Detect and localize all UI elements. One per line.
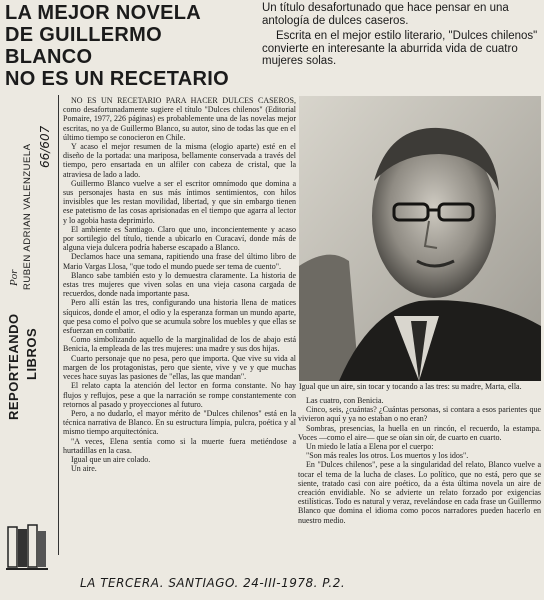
paragraph: El relato capta la atención del lector en forma constante. No hay flujos y reflujos, pese a que la narración se rompe constantemente con retornos al pasado y proyecciones al futuro. (63, 381, 296, 409)
photo-caption: Igual que un aire, sin tocar y tocando a las tres: su madre, Marta, ella. (299, 382, 522, 391)
section-reporteando: REPORTEANDO (6, 313, 21, 420)
handwritten-code: 66/607 (38, 125, 52, 168)
paragraph: Blanco sabe también esto y lo demuestra claramente. La historia de estas tres mujeres que viven solas en una vieja casona cargada de recuerdos, donde nada importante pasa. (63, 270, 296, 299)
paragraph: "Son más reales los otros. Los muertos y los idos". (306, 451, 469, 461)
paragraph: NO ES UN RECETARIO PARA HACER DULCES CASEROS, como desafortunadamente sugiere el título "Dulces chilenos" (Editorial Pomaire, 1977, 226 páginas) es probablemente una de las novelas mejor escritas, no ya de Guillermo Blanco, su autor, sino de todas las que en el último tiempo se conocieron en Chile. (63, 96, 296, 142)
paragraph: Pero, a no dudarlo, el mayor mérito de "Dulces chilenos" está en la técnica narrativa de Blanco. En su estructura límpia, pulcra, poética y al mismo tiempo arquitectónica. (63, 408, 296, 437)
headline-line: DE GUILLERMO BLANCO (5, 24, 162, 68)
headline-line: NO ES UN RECETARIO (5, 68, 229, 90)
byline-por: Por (8, 269, 20, 286)
subheadline-1: Un título desafortunado que hace pensar en una antología de dulces caseros. (262, 2, 509, 27)
paragraph: Un miedo le latía a Elena por el cuerpo: (306, 442, 434, 452)
sidebar (2, 90, 60, 585)
subheadline (262, 2, 542, 71)
paragraph: Las cuatro, con Benicia. (306, 396, 384, 405)
author-photo (299, 96, 541, 381)
paragraph: En "Dulces chilenos", pese a la singularidad del relato, Blanco vuelve a tocar el tema de la lucha de clases. Lo político, que no está, pero que se siente, tratado casi con aire poético, da a ésta última novela un aire de creación envidiable. No se advierte un relato forzado por exigencias estilísticas. Todo es natural y veraz, revelándose en cada frase un Guillermo Blanco que domina el idioma como pocos narradores pueden hacerlo en nuestro medio. (298, 460, 541, 525)
article-column-1 (63, 96, 296, 473)
paragraph: Un aire. (71, 464, 97, 474)
section-libros: LIBROS (24, 327, 39, 380)
headline-line: LA MEJOR NOVELA (5, 2, 201, 24)
subheadline-2: Escrita en el mejor estilo literario, "Dulces chilenos" convierte en interesante la aburrida vida de cuatro mujeres solas. (262, 30, 538, 67)
paragraph: Y acaso el mejor resumen de la misma (elogio aparte) esté en el diseño de la portada: una mariposa, bellamente conservada a través del tiempo, pero ensartada en un alfiler con cabeza de cristal, que la atraviesa de lado a lado. (63, 142, 296, 179)
paragraph: Como simbolizando aquello de la marginalidad de los de abajo está Benicia, la empleada de las tres mujeres: una madre y sus dos hijas. (63, 335, 296, 354)
paragraph: Igual que un aire colado. (71, 454, 151, 464)
paragraph: Declamos hace una semana, rapitiendo una frase del último libro de Mario Vargas Llosa, "que todo el mundo puede ser tema de cuento". (63, 252, 296, 271)
paragraph: Cinco, seis, ¿cuántas? ¿Cuántas personas, si contara a esos parientes que vivieron aquí y ya no estaban o no eran? (298, 405, 541, 424)
paragraph: El ambiente es Santiago. Claro que uno, inconcientemente y acaso por sortilegio del título, tiende a ubicarlo en Curacaví, donde más de alguna vieja dulcera podría haberse escapado a Blanco. (63, 224, 296, 253)
paragraph: Cuarto personaje que no pesa, pero que importa. Que vive su vida al margen de los protagonistas, pero que siente, vive y ve y que muchas veces hace suyas las pasiones de "ellas, las que mandan". (63, 353, 296, 382)
paragraph: Sombras, presencias, la huella en un rincón, el recuerdo, la estampa. Voces —como el aire— que se oían sin oír, de cuarto en cuarto. (298, 423, 541, 442)
source-note: LA TERCERA. SANTIAGO. 24-III-1978. P.2. (80, 576, 346, 590)
books-logo-icon (6, 523, 48, 573)
headline (5, 2, 255, 90)
paragraph: Pero allí están las tres, configurando una historia llena de matices síquicos, donde el amor, el odio y la esperanza forman un mundo aparte, que pesa como el polvo que se acumula sobre los muebles y que ellas se esfuerzan en combatir. (63, 298, 296, 336)
byline-author: RUBEN ADRIAN VALENZUELA (22, 143, 33, 290)
paragraph: "A veces, Elena sentía como si la muerte fuera metiéndose a hurtadillas en la casa. (63, 436, 296, 455)
paragraph: Guillermo Blanco vuelve a ser el escritor omnímodo que domina a sus personajes hasta en sus más íntimos sentimientos, con hilos invisibles que les restan movilidad, libertad, y que sin embargo tienen ese patetismo de las cosas aprisionadas en el tiempo que agarra al lector y lo agobia hasta deprimirlo. (63, 178, 296, 225)
column-divider (58, 95, 59, 555)
article-column-2 (298, 396, 541, 525)
